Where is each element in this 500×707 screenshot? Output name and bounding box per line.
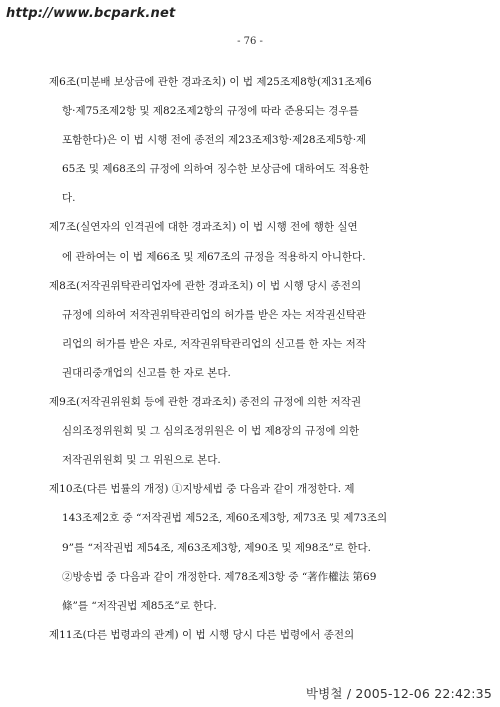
article-9 <box>49 388 439 475</box>
text-line: 條”를 “저작권법 제85조”로 한다. <box>62 599 217 612</box>
article-10 <box>49 475 439 620</box>
text-line: 제11조(다른 법령과의 관계) 이 법 시행 당시 다른 법령에서 종전의 <box>49 628 355 641</box>
text-line: ②방송법 중 다음과 같이 개정한다. 제78조제3항 중 “著作權法 第69 <box>62 570 377 583</box>
text-line: 심의조정위원회 및 그 심의조정위원은 이 법 제8장의 규정에 의한 <box>62 425 360 438</box>
article-6 <box>49 68 439 213</box>
text-line: 다. <box>62 192 76 205</box>
text-line: 제8조(저작권위탁관리업자에 관한 경과조치) 이 법 시행 당시 종전의 <box>49 279 362 292</box>
text-line: 에 관하여는 이 법 제66조 및 제67조의 규정을 적용하지 아니한다. <box>62 250 366 263</box>
footer-signature: 박병철 / 2005-12-06 22:42:35 <box>305 686 492 701</box>
article-8 <box>49 272 439 388</box>
text-line: 제6조(미분배 보상금에 관한 경과조치) 이 법 제25조제8항(제31조제6 <box>49 76 372 88</box>
text-line: 65조 및 제68조의 규정에 의하여 징수한 보상금에 대하여도 적용한 <box>62 163 369 176</box>
text-line: 제9조(저작권위원회 등에 관한 경과조치) 종전의 규정에 의한 저작권 <box>49 396 362 409</box>
text-line: 저작권위원회 및 그 위원으로 본다. <box>62 454 221 467</box>
text-line: 권대리중개업의 신고를 한 자로 본다. <box>62 366 231 379</box>
text-line: 9”를 “저작권법 제54조, 제63조제3항, 제90조 및 제98조”로 한다. <box>62 541 372 554</box>
document-body <box>49 68 439 650</box>
text-line: 규정에 의하여 저작권위탁관리업의 허가를 받은 자는 저작권신탁관 <box>62 308 367 321</box>
text-line: 제7조(실연자의 인격권에 대한 경과조치) 이 법 시행 전에 행한 실연 <box>49 221 358 234</box>
text-line: 항·제75조제2항 및 제82조제2항의 규정에 따라 준용되는 경우를 <box>62 105 359 118</box>
text-line: 143조제2호 중 “저작권법 제52조, 제60조제3항, 제73조 및 제73조의 <box>62 512 388 525</box>
article-7 <box>49 213 439 271</box>
article-11 <box>49 621 439 650</box>
text-line: 제10조(다른 법률의 개정) ①지방세법 중 다음과 같이 개정한다. 제 <box>49 483 355 496</box>
page-number: - 76 - <box>237 36 263 47</box>
text-line: 포함한다)은 이 법 시행 전에 종전의 제23조제3항·제28조제5항·제 <box>62 134 367 147</box>
watermark-url: http://www.bcpark.net <box>6 6 176 21</box>
text-line: 리업의 허가를 받은 자로, 저작권위탁관리업의 신고를 한 자는 저작 <box>62 337 366 350</box>
